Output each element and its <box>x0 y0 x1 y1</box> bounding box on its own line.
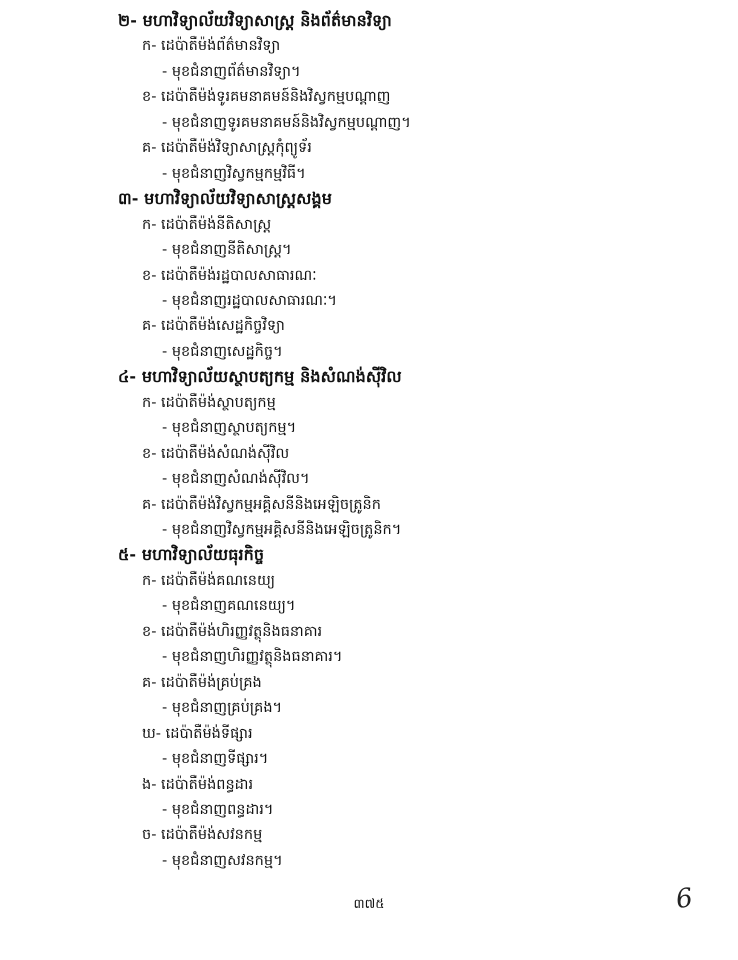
department-item: គ- ដេប៉ាតឺម៉ង់សេដ្ឋកិច្ចវិទ្យា <box>142 318 285 335</box>
department-item: ក- ដេប៉ាតឺម៉ង់ស្ថាបត្យកម្ម <box>142 394 276 411</box>
department-item: ខ- ដេប៉ាតឺម៉ង់រដ្ឋបាលសាធារណៈ <box>142 267 317 284</box>
major-item: - មុខជំនាញសេដ្ឋកិច្ច។ <box>162 343 283 360</box>
faculty-heading: ៥- មហាវិទ្យាល័យធុរកិច្ច <box>118 545 265 565</box>
major-item: - មុខជំនាញរដ្ឋបាលសាធារណៈ។ <box>162 292 337 309</box>
major-item: - មុខជំនាញស្ថាបត្យកម្ម។ <box>162 420 297 437</box>
faculty-heading: ២- មហាវិទ្យាល័យវិទ្យាសាស្ត្រ និងព័ត៌មានវិទ្យា <box>118 11 392 30</box>
department-item: ខ- ដេប៉ាតឺម៉ង់ហិរញ្ញវត្ថុនិងធនាគារ <box>142 623 323 640</box>
department-item: គ- ដេប៉ាតឺម៉ង់វិស្វកម្មអគ្គិសនីនិងអេឡិចត្រូនិក <box>142 496 381 513</box>
major-item: - មុខជំនាញវិស្វកម្មកម្មវិធី។ <box>162 165 306 182</box>
major-item: - មុខជំនាញគណនេយ្យ។ <box>162 598 296 615</box>
department-item: ខ- ដេប៉ាតឺម៉ង់ទូរគមនាគមន៍និងវិស្វកម្មបណ្ដាញ <box>142 89 391 106</box>
major-item: - មុខជំនាញនីតិសាស្ត្រ។ <box>162 242 292 259</box>
department-item: ខ- ដេប៉ាតឺម៉ង់សំណង់ស៊ីវិល <box>142 445 290 462</box>
department-item: គ- ដេប៉ាតឺម៉ង់គ្រប់គ្រង <box>142 674 262 691</box>
major-item: - មុខជំនាញសំណង់ស៊ីវិល។ <box>162 471 310 488</box>
department-item: គ- ដេប៉ាតឺម៉ង់វិទ្យាសាស្ត្រកុំព្យូទ័រ <box>142 140 312 157</box>
page-number: ៣៧៥ <box>353 897 385 912</box>
major-item: - មុខជំនាញទីផ្សារ។ <box>162 751 269 768</box>
major-item: - មុខជំនាញទូរគមនាគមន៍និងវិស្វកម្មបណ្ដាញ។ <box>162 114 411 131</box>
major-item: - មុខជំនាញពន្ធដារ។ <box>162 801 274 818</box>
department-item: ក- ដេប៉ាតឺម៉ង់គណនេយ្យ <box>142 572 276 589</box>
faculty-heading: ៤- មហាវិទ្យាល័យស្ថាបត្យកម្ម និងសំណង់ស៊ីវិល <box>118 367 402 387</box>
major-item: - មុខជំនាញសវនកម្ម។ <box>162 852 283 869</box>
faculty-heading: ៣- មហាវិទ្យាល័យវិទ្យាសាស្ត្រសង្គម <box>118 189 332 209</box>
department-item: ក- ដេប៉ាតឺម៉ង់ព័ត៌មានវិទ្យា <box>142 38 281 55</box>
major-item: - មុខជំនាញហិរញ្ញវត្ថុនិងធនាគារ។ <box>162 649 343 666</box>
department-item: ង- ដេប៉ាតឺម៉ង់ពន្ធដារ <box>142 776 254 793</box>
major-item: - មុខជំនាញព័ត៌មានវិទ្យា។ <box>162 63 301 80</box>
major-item: - មុខជំនាញវិស្វកម្មអគ្គិសនីនិងអេឡិចត្រូនិក។ <box>162 522 402 538</box>
department-item: ឃ- ដេប៉ាតឺម៉ង់ទីផ្សារ <box>142 725 253 742</box>
department-item: ច- ដេប៉ាតឺម៉ង់សវនកម្ម <box>142 827 263 844</box>
department-item: ក- ដេប៉ាតឺម៉ង់នីតិសាស្ត្រ <box>142 216 272 233</box>
handwritten-page-mark: 6 <box>673 882 695 916</box>
major-item: - មុខជំនាញគ្រប់គ្រង។ <box>162 700 283 717</box>
